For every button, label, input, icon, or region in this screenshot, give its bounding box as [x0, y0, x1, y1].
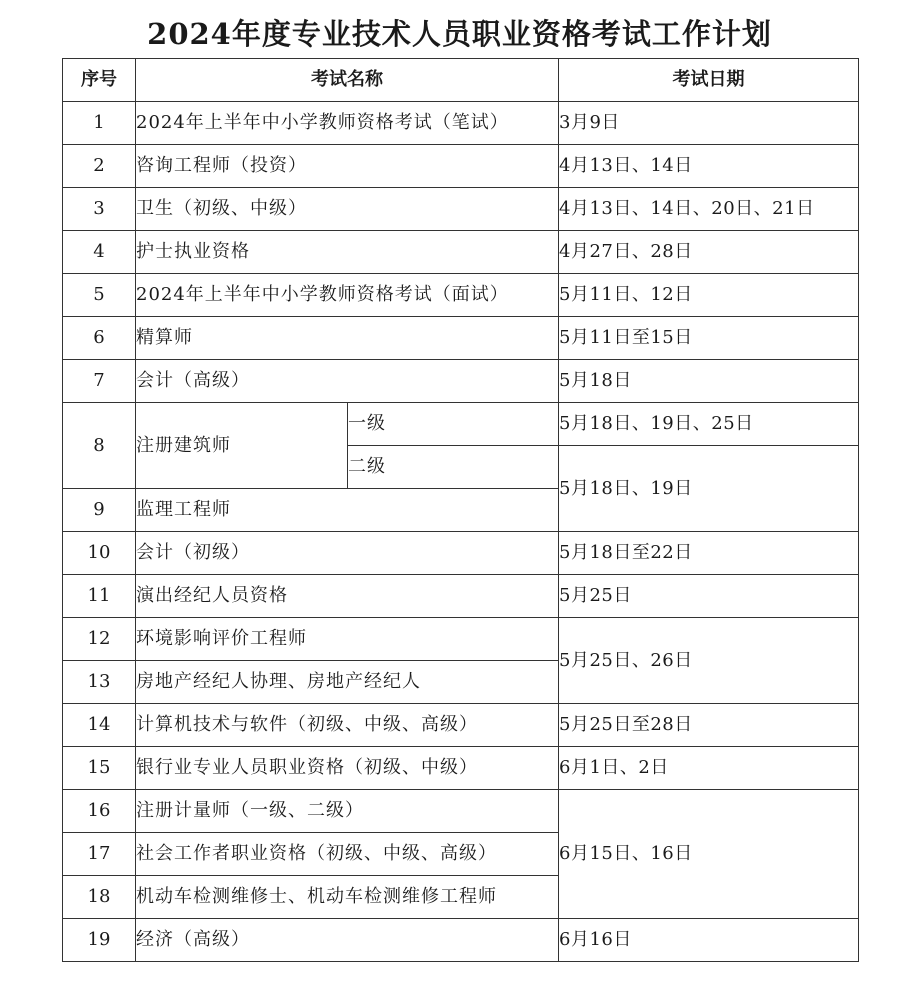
row-seq: 15 [63, 747, 136, 790]
table-row [63, 317, 859, 360]
row-exam-name: 演出经纪人员资格 [136, 575, 559, 618]
table-row [63, 360, 859, 403]
row-seq: 8 [63, 403, 136, 489]
row-exam-name: 社会工作者职业资格（初级、中级、高级） [136, 833, 559, 876]
table-row [63, 704, 859, 747]
row-exam-name: 注册计量师（一级、二级） [136, 790, 559, 833]
row-seq: 19 [63, 919, 136, 962]
row-exam-date: 5月11日至15日 [559, 317, 859, 360]
row-exam-date: 5月18日、19日、25日 [559, 403, 859, 446]
row-exam-date: 6月15日、16日 [559, 790, 859, 919]
row-exam-name: 2024年上半年中小学教师资格考试（面试） [136, 274, 559, 317]
row-exam-date: 5月25日、26日 [559, 618, 859, 704]
table-row [63, 102, 859, 145]
row-exam-date: 5月18日 [559, 360, 859, 403]
row-seq: 7 [63, 360, 136, 403]
row-seq: 3 [63, 188, 136, 231]
table-row [63, 575, 859, 618]
row-exam-name: 银行业专业人员职业资格（初级、中级） [136, 747, 559, 790]
table-row [63, 919, 859, 962]
row-seq: 14 [63, 704, 136, 747]
row-exam-name: 计算机技术与软件（初级、中级、高级） [136, 704, 559, 747]
table-row [63, 403, 859, 446]
header-exam-name: 考试名称 [136, 59, 559, 102]
row-exam-date: 5月11日、12日 [559, 274, 859, 317]
row-exam-name: 机动车检测维修士、机动车检测维修工程师 [136, 876, 559, 919]
row-seq: 9 [63, 489, 136, 532]
row-seq: 2 [63, 145, 136, 188]
row-seq: 18 [63, 876, 136, 919]
row-exam-name: 咨询工程师（投资） [136, 145, 559, 188]
row-exam-date: 5月25日 [559, 575, 859, 618]
document-title: 2024年度专业技术人员职业资格考试工作计划 [147, 17, 772, 51]
exam-schedule-table [62, 58, 859, 962]
row-exam-name: 会计（初级） [136, 532, 559, 575]
row-seq: 4 [63, 231, 136, 274]
row-exam-date: 6月1日、2日 [559, 747, 859, 790]
row-exam-name: 房地产经纪人协理、房地产经纪人 [136, 661, 559, 704]
row-exam-date: 5月25日至28日 [559, 704, 859, 747]
row-exam-name: 会计（高级） [136, 360, 559, 403]
row-exam-date: 6月16日 [559, 919, 859, 962]
row-seq: 1 [63, 102, 136, 145]
row-seq: 6 [63, 317, 136, 360]
row-exam-level: 一级 [348, 403, 559, 446]
row-seq: 10 [63, 532, 136, 575]
table-row [63, 618, 859, 661]
table-row [63, 790, 859, 833]
row-seq: 16 [63, 790, 136, 833]
row-exam-date: 4月13日、14日 [559, 145, 859, 188]
row-exam-date: 3月9日 [559, 102, 859, 145]
table-row [63, 747, 859, 790]
row-seq: 17 [63, 833, 136, 876]
table-row [63, 532, 859, 575]
row-exam-name: 注册建筑师 [136, 403, 348, 489]
row-exam-name: 精算师 [136, 317, 559, 360]
row-exam-date: 5月18日至22日 [559, 532, 859, 575]
header-exam-date: 考试日期 [559, 59, 859, 102]
row-seq: 5 [63, 274, 136, 317]
row-exam-date: 4月13日、14日、20日、21日 [559, 188, 859, 231]
header-seq: 序号 [63, 59, 136, 102]
table-header-row [63, 59, 859, 102]
row-exam-level: 二级 [348, 446, 559, 489]
table-row [63, 274, 859, 317]
table-row [63, 188, 859, 231]
row-seq: 13 [63, 661, 136, 704]
row-exam-name: 环境影响评价工程师 [136, 618, 559, 661]
row-exam-date: 4月27日、28日 [559, 231, 859, 274]
row-exam-name: 护士执业资格 [136, 231, 559, 274]
row-exam-name: 2024年上半年中小学教师资格考试（笔试） [136, 102, 559, 145]
row-exam-name: 经济（高级） [136, 919, 559, 962]
table-row [63, 231, 859, 274]
row-exam-name: 监理工程师 [136, 489, 559, 532]
row-exam-date: 5月18日、19日 [559, 446, 859, 532]
row-seq: 11 [63, 575, 136, 618]
table-row [63, 145, 859, 188]
row-exam-name: 卫生（初级、中级） [136, 188, 559, 231]
row-seq: 12 [63, 618, 136, 661]
